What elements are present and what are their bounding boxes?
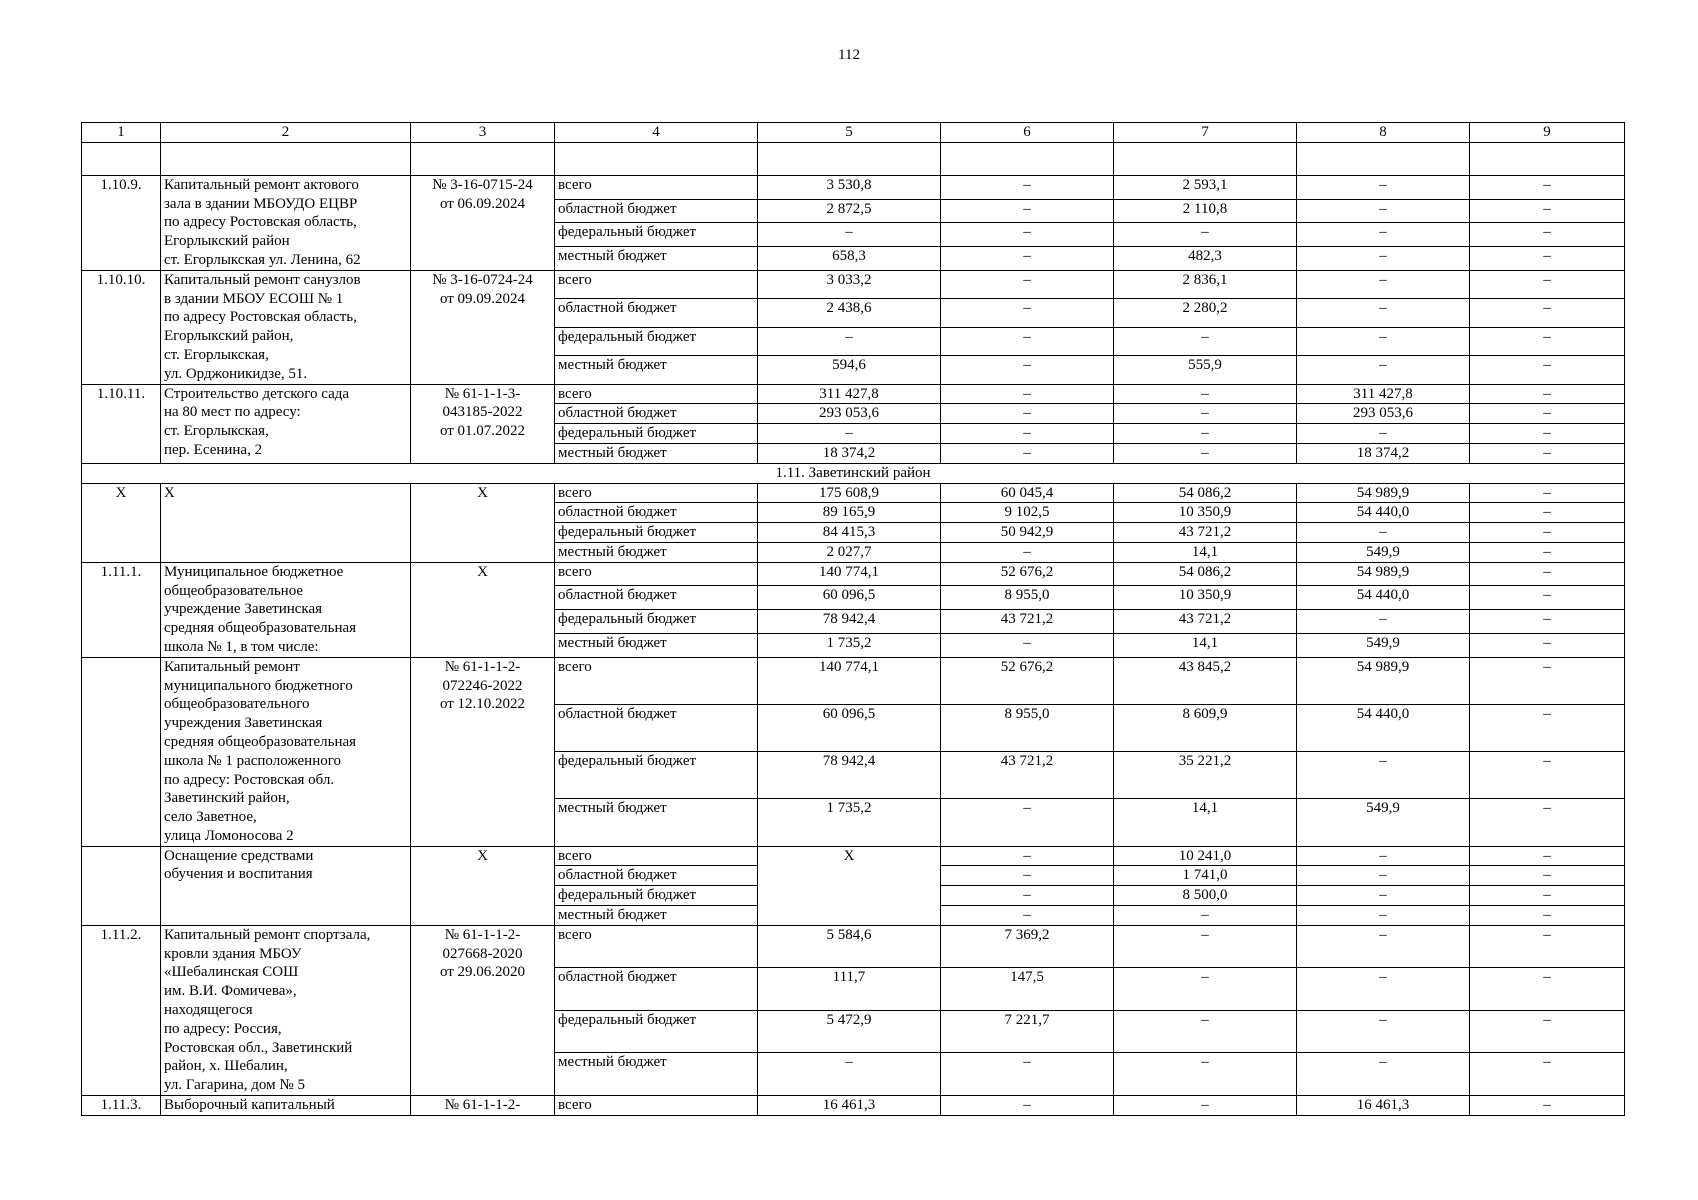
amount-cell: 111,7 (758, 968, 941, 1011)
amount-cell: – (1470, 586, 1625, 610)
funding-source: местный бюджет (555, 443, 758, 463)
amount-cell: – (941, 223, 1114, 247)
amount-cell: 2 836,1 (1114, 270, 1297, 298)
amount-cell: – (1470, 968, 1625, 1011)
amount-cell: – (941, 799, 1114, 846)
amount-cell: 14,1 (1114, 542, 1297, 562)
amount-cell: 2 593,1 (1114, 175, 1297, 199)
document-reference: № 61-1-1-2- 072246-2022 от 12.10.2022 (411, 657, 555, 846)
amount-cell: – (941, 1096, 1114, 1116)
amount-cell: 1 741,0 (1114, 866, 1297, 886)
funding-source: местный бюджет (555, 1053, 758, 1096)
empty-cell (1297, 142, 1470, 175)
column-header: 2 (161, 123, 411, 143)
amount-cell: – (1470, 866, 1625, 886)
amount-cell: – (1297, 906, 1470, 926)
amount-cell: – (941, 906, 1114, 926)
amount-cell: 60 096,5 (758, 586, 941, 610)
column-header: 3 (411, 123, 555, 143)
funding-source: всего (555, 562, 758, 586)
amount-cell: – (1297, 752, 1470, 799)
amount-cell: 555,9 (1114, 356, 1297, 384)
amount-cell: – (941, 886, 1114, 906)
amount-cell: – (1470, 503, 1625, 523)
amount-cell: 3 033,2 (758, 270, 941, 298)
page-number: 112 (838, 47, 860, 63)
amount-cell: – (941, 846, 1114, 866)
funding-source: областной бюджет (555, 866, 758, 886)
funding-source: федеральный бюджет (555, 327, 758, 355)
amount-cell: – (941, 384, 1114, 404)
amount-cell: – (941, 270, 1114, 298)
table-row (82, 384, 1625, 404)
empty-cell (82, 142, 161, 175)
empty-cell (941, 142, 1114, 175)
amount-cell: – (1470, 610, 1625, 634)
amount-cell: – (1114, 925, 1297, 968)
column-header: 8 (1297, 123, 1470, 143)
amount-cell: 293 053,6 (1297, 404, 1470, 424)
amount-cell: 43 721,2 (941, 752, 1114, 799)
funding-source: федеральный бюджет (555, 523, 758, 543)
empty-cell (555, 142, 758, 175)
amount-cell: 2 872,5 (758, 199, 941, 223)
amount-cell: – (1470, 424, 1625, 444)
amount-cell: 175 608,9 (758, 483, 941, 503)
amount-cell: – (1114, 327, 1297, 355)
amount-cell: – (941, 327, 1114, 355)
funding-source: областной бюджет (555, 968, 758, 1011)
item-description: Оснащение средствами обучения и воспитания (161, 846, 411, 925)
item-number: 1.10.9. (82, 175, 161, 270)
empty-cell (411, 142, 555, 175)
amount-cell: – (1297, 866, 1470, 886)
column-header: 1 (82, 123, 161, 143)
item-number: 1.11.2. (82, 925, 161, 1095)
amount-cell: 52 676,2 (941, 562, 1114, 586)
amount-cell: 311 427,8 (1297, 384, 1470, 404)
funding-source: федеральный бюджет (555, 424, 758, 444)
amount-cell: – (1297, 424, 1470, 444)
column-header: 7 (1114, 123, 1297, 143)
item-description: Муниципальное бюджетное общеобразовательное учреждение Заветинская средняя общеобразовательная школа № 1, в том числе: (161, 562, 411, 657)
amount-cell: – (1470, 886, 1625, 906)
amount-cell: – (1470, 799, 1625, 846)
amount-cell: 1 735,2 (758, 633, 941, 657)
amount-cell: – (1114, 1096, 1297, 1116)
table-row (82, 562, 1625, 586)
amount-cell: – (941, 404, 1114, 424)
funding-source: всего (555, 657, 758, 704)
funding-source: областной бюджет (555, 199, 758, 223)
funding-source: местный бюджет (555, 356, 758, 384)
amount-cell: 594,6 (758, 356, 941, 384)
amount-cell: – (1470, 199, 1625, 223)
funding-source: федеральный бюджет (555, 223, 758, 247)
item-number: 1.11.1. (82, 562, 161, 657)
empty-cell (1114, 142, 1297, 175)
amount-cell: – (1470, 327, 1625, 355)
amount-cell: – (941, 424, 1114, 444)
amount-cell: 16 461,3 (758, 1096, 941, 1116)
amount-cell: – (1470, 542, 1625, 562)
amount-cell: – (1297, 327, 1470, 355)
amount-cell: – (1470, 443, 1625, 463)
funding-source: всего (555, 846, 758, 866)
empty-row (82, 142, 1625, 175)
amount-cell: 89 165,9 (758, 503, 941, 523)
amount-cell: 43 721,2 (1114, 610, 1297, 634)
amount-cell: 1 735,2 (758, 799, 941, 846)
amount-cell: – (1297, 925, 1470, 968)
amount-cell: – (1297, 846, 1470, 866)
amount-cell: 43 721,2 (941, 610, 1114, 634)
amount-cell: – (941, 299, 1114, 327)
item-description: Капитальный ремонт актового зала в здании МБОУДО ЕЦВР по адресу Ростовская область, Егорлыкский район ст. Егорлыкская ул. Ленина, 62 (161, 175, 411, 270)
table-row (82, 483, 1625, 503)
amount-cell: – (758, 223, 941, 247)
amount-cell: 54 440,0 (1297, 586, 1470, 610)
table-row (82, 925, 1625, 968)
amount-cell: – (1470, 906, 1625, 926)
amount-cell: – (1114, 404, 1297, 424)
column-number-row (82, 123, 1625, 143)
amount-cell: – (1114, 906, 1297, 926)
empty-cell (161, 142, 411, 175)
amount-cell: 50 942,9 (941, 523, 1114, 543)
amount-cell: 7 221,7 (941, 1010, 1114, 1053)
amount-cell: 54 440,0 (1297, 503, 1470, 523)
amount-cell: – (1470, 223, 1625, 247)
amount-cell: 52 676,2 (941, 657, 1114, 704)
amount-cell: 16 461,3 (1297, 1096, 1470, 1116)
amount-cell: 8 955,0 (941, 704, 1114, 751)
table-row (82, 270, 1625, 298)
funding-source: всего (555, 175, 758, 199)
item-description: Капитальный ремонт спортзала, кровли здания МБОУ «Шебалинская СОШ им. В.И. Фомичева», находящегося по адресу: Россия, Ростовская обл., Заветинский район, х. Шебалин, ул. Гагарина, дом № 5 (161, 925, 411, 1095)
funding-source: областной бюджет (555, 586, 758, 610)
amount-cell: 2 110,8 (1114, 199, 1297, 223)
amount-cell: – (1297, 270, 1470, 298)
funding-source: местный бюджет (555, 633, 758, 657)
item-number (82, 846, 161, 925)
amount-cell: – (1470, 846, 1625, 866)
amount-cell: – (1470, 657, 1625, 704)
amount-cell: – (1297, 1053, 1470, 1096)
amount-cell: – (1297, 223, 1470, 247)
amount-cell: – (1114, 384, 1297, 404)
document-reference: № 3-16-0715-24 от 06.09.2024 (411, 175, 555, 270)
amount-cell: – (1470, 384, 1625, 404)
amount-cell: – (1297, 968, 1470, 1011)
funding-source: местный бюджет (555, 542, 758, 562)
amount-cell: – (941, 356, 1114, 384)
amount-cell: – (1470, 404, 1625, 424)
funding-source: всего (555, 384, 758, 404)
funding-source: федеральный бюджет (555, 610, 758, 634)
amount-cell: Х (758, 846, 941, 925)
column-header: 9 (1470, 123, 1625, 143)
amount-cell: 3 530,8 (758, 175, 941, 199)
amount-cell: 35 221,2 (1114, 752, 1297, 799)
funding-source: местный бюджет (555, 247, 758, 271)
table-row (82, 175, 1625, 199)
amount-cell: – (1297, 886, 1470, 906)
amount-cell: – (941, 247, 1114, 271)
amount-cell: 78 942,4 (758, 752, 941, 799)
amount-cell: 18 374,2 (1297, 443, 1470, 463)
section-heading-row (82, 463, 1625, 483)
amount-cell: 78 942,4 (758, 610, 941, 634)
amount-cell: 54 989,9 (1297, 562, 1470, 586)
funding-source: областной бюджет (555, 503, 758, 523)
item-description: Выборочный капитальный (161, 1096, 411, 1116)
table-row (82, 846, 1625, 866)
amount-cell: 84 415,3 (758, 523, 941, 543)
table-row (82, 1096, 1625, 1116)
empty-cell (1470, 142, 1625, 175)
item-number (82, 657, 161, 846)
document-reference: № 3-16-0724-24 от 09.09.2024 (411, 270, 555, 384)
amount-cell: 5 472,9 (758, 1010, 941, 1053)
column-header: 5 (758, 123, 941, 143)
budget-table (81, 122, 1625, 1116)
empty-cell (758, 142, 941, 175)
amount-cell: 8 609,9 (1114, 704, 1297, 751)
funding-source: всего (555, 1096, 758, 1116)
amount-cell: – (941, 1053, 1114, 1096)
amount-cell: 293 053,6 (758, 404, 941, 424)
amount-cell: 147,5 (941, 968, 1114, 1011)
funding-source: федеральный бюджет (555, 886, 758, 906)
document-reference: Х (411, 562, 555, 657)
funding-source: всего (555, 270, 758, 298)
amount-cell: 18 374,2 (758, 443, 941, 463)
amount-cell: 8 955,0 (941, 586, 1114, 610)
amount-cell: – (758, 424, 941, 444)
document-reference: № 61-1-1-2- (411, 1096, 555, 1116)
amount-cell: 43 721,2 (1114, 523, 1297, 543)
amount-cell: – (1470, 270, 1625, 298)
funding-source: федеральный бюджет (555, 752, 758, 799)
funding-source: всего (555, 483, 758, 503)
amount-cell: 549,9 (1297, 633, 1470, 657)
amount-cell: – (941, 443, 1114, 463)
amount-cell: 7 369,2 (941, 925, 1114, 968)
amount-cell: – (1470, 247, 1625, 271)
amount-cell: – (1470, 175, 1625, 199)
table-row (82, 657, 1625, 704)
amount-cell: – (1114, 1010, 1297, 1053)
item-description: Капитальный ремонт муниципального бюджетного общеобразовательного учреждения Заветинская средняя общеобразовательная школа № 1 расположенного по адресу: Ростовская обл. Заветинский район, село Заветное, улица Ломоносова 2 (161, 657, 411, 846)
amount-cell: 60 045,4 (941, 483, 1114, 503)
amount-cell: – (1114, 968, 1297, 1011)
amount-cell: – (1470, 1010, 1625, 1053)
item-description: Капитальный ремонт санузлов в здании МБОУ ЕСОШ № 1 по адресу Ростовская область, Егорлыкский район, ст. Егорлыкская, ул. Орджоникидзе, 51. (161, 270, 411, 384)
amount-cell: – (941, 199, 1114, 223)
funding-source: федеральный бюджет (555, 1010, 758, 1053)
amount-cell: 54 086,2 (1114, 562, 1297, 586)
amount-cell: – (1114, 223, 1297, 247)
column-header: 6 (941, 123, 1114, 143)
amount-cell: – (1297, 299, 1470, 327)
amount-cell: 10 350,9 (1114, 503, 1297, 523)
item-description: Строительство детского сада на 80 мест по адресу: ст. Егорлыкская, пер. Есенина, 2 (161, 384, 411, 463)
amount-cell: 5 584,6 (758, 925, 941, 968)
amount-cell: – (1470, 752, 1625, 799)
amount-cell: – (1297, 1010, 1470, 1053)
amount-cell: 658,3 (758, 247, 941, 271)
item-number: 1.11.3. (82, 1096, 161, 1116)
amount-cell: 311 427,8 (758, 384, 941, 404)
amount-cell: – (1297, 610, 1470, 634)
amount-cell: – (1297, 523, 1470, 543)
amount-cell: 140 774,1 (758, 657, 941, 704)
amount-cell: 60 096,5 (758, 704, 941, 751)
amount-cell: 8 500,0 (1114, 886, 1297, 906)
document-reference: Х (411, 483, 555, 562)
funding-source: местный бюджет (555, 799, 758, 846)
funding-source: областной бюджет (555, 299, 758, 327)
amount-cell: – (1470, 483, 1625, 503)
amount-cell: – (941, 633, 1114, 657)
amount-cell: 14,1 (1114, 799, 1297, 846)
amount-cell: 140 774,1 (758, 562, 941, 586)
amount-cell: – (1470, 523, 1625, 543)
column-header: 4 (555, 123, 758, 143)
document-reference: Х (411, 846, 555, 925)
item-number: 1.10.11. (82, 384, 161, 463)
section-title: 1.11. Заветинский район (82, 463, 1625, 483)
amount-cell: 549,9 (1297, 799, 1470, 846)
amount-cell: 2 280,2 (1114, 299, 1297, 327)
amount-cell: 2 027,7 (758, 542, 941, 562)
amount-cell: – (1114, 424, 1297, 444)
item-number: Х (82, 483, 161, 562)
amount-cell: 54 989,9 (1297, 657, 1470, 704)
amount-cell: 9 102,5 (941, 503, 1114, 523)
amount-cell: 43 845,2 (1114, 657, 1297, 704)
amount-cell: – (1470, 356, 1625, 384)
amount-cell: 549,9 (1297, 542, 1470, 562)
document-reference: № 61-1-1-3- 043185-2022 от 01.07.2022 (411, 384, 555, 463)
amount-cell: – (941, 866, 1114, 886)
amount-cell: 10 350,9 (1114, 586, 1297, 610)
amount-cell: – (1470, 1053, 1625, 1096)
amount-cell: – (1470, 1096, 1625, 1116)
amount-cell: – (1470, 925, 1625, 968)
amount-cell: 54 086,2 (1114, 483, 1297, 503)
amount-cell: – (1470, 562, 1625, 586)
amount-cell: 2 438,6 (758, 299, 941, 327)
amount-cell: – (1297, 175, 1470, 199)
amount-cell: – (1470, 633, 1625, 657)
funding-source: областной бюджет (555, 704, 758, 751)
amount-cell: – (1470, 704, 1625, 751)
funding-source: всего (555, 925, 758, 968)
item-number: 1.10.10. (82, 270, 161, 384)
amount-cell: – (758, 327, 941, 355)
amount-cell: 54 440,0 (1297, 704, 1470, 751)
amount-cell: 482,3 (1114, 247, 1297, 271)
amount-cell: – (758, 1053, 941, 1096)
amount-cell: – (1470, 299, 1625, 327)
amount-cell: 54 989,9 (1297, 483, 1470, 503)
funding-source: местный бюджет (555, 906, 758, 926)
amount-cell: – (1297, 199, 1470, 223)
funding-source: областной бюджет (555, 404, 758, 424)
amount-cell: – (941, 175, 1114, 199)
amount-cell: – (941, 542, 1114, 562)
document-reference: № 61-1-1-2- 027668-2020 от 29.06.2020 (411, 925, 555, 1095)
amount-cell: 10 241,0 (1114, 846, 1297, 866)
amount-cell: 14,1 (1114, 633, 1297, 657)
item-description: Х (161, 483, 411, 562)
amount-cell: – (1297, 247, 1470, 271)
amount-cell: – (1297, 356, 1470, 384)
amount-cell: – (1114, 1053, 1297, 1096)
amount-cell: – (1114, 443, 1297, 463)
